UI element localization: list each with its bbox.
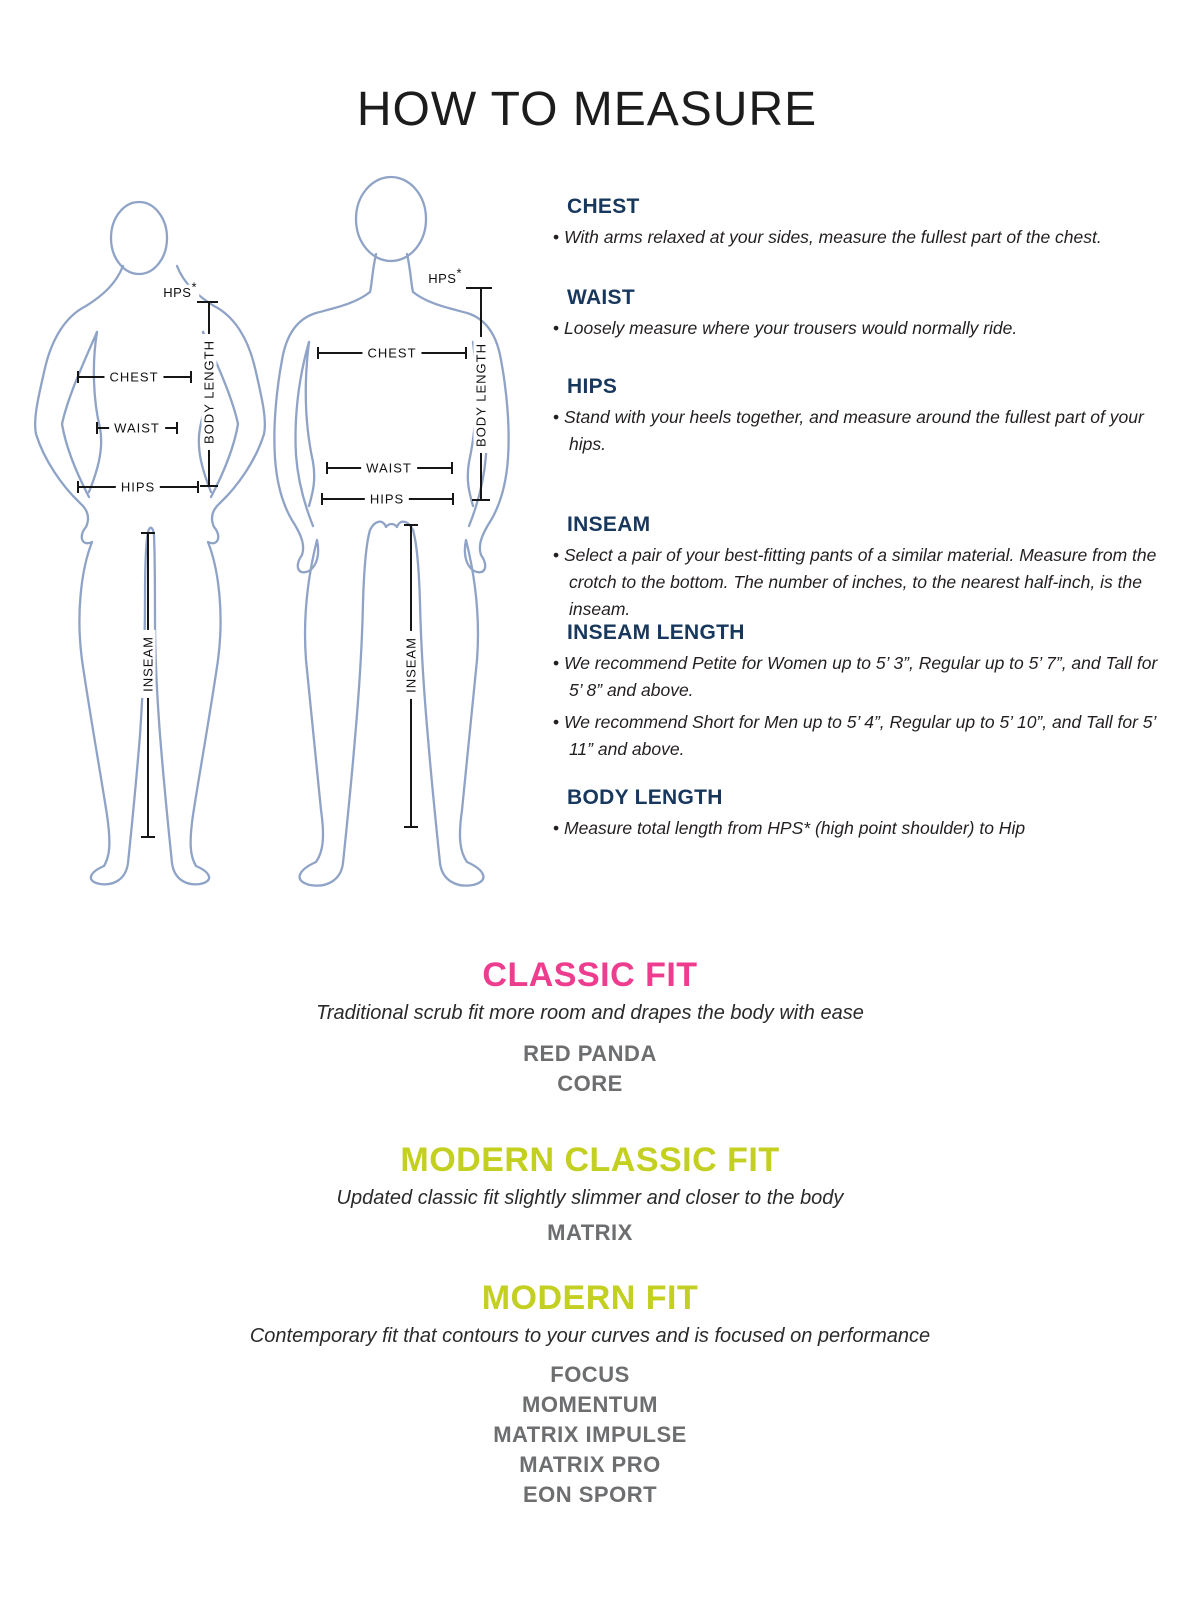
hps-asterisk: *: [456, 265, 462, 281]
female-inseam-label: INSEAM: [141, 630, 156, 698]
instruction-section-waist: [553, 286, 1165, 342]
fit-product: MOMENTUM: [522, 1392, 658, 1417]
male-hps-label: HPS*: [428, 265, 462, 286]
fit-description: Updated classic fit slightly slimmer and closer to the body: [336, 1187, 844, 1209]
female-hips-label: HIPS: [116, 480, 160, 495]
male-figure-outline: [274, 177, 508, 886]
male-inseam-label: INSEAM: [404, 631, 419, 699]
fit-product: MATRIX PRO: [519, 1452, 661, 1477]
fit-title: CLASSIC FIT: [482, 956, 698, 994]
instruction-section-hips: [553, 375, 1165, 458]
instruction-section-inseam-length: [553, 621, 1165, 763]
female-waist-label: WAIST: [109, 421, 165, 436]
fit-product: EON SPORT: [522, 1482, 658, 1507]
instruction-bullet: • We recommend Petite for Women up to 5’ 3”, Regular up to 5’ 7”, and Tall for 5’ 8” and above.: [553, 650, 1165, 704]
instruction-heading: WAIST: [567, 286, 635, 309]
instruction-section-body-length: [553, 786, 1165, 842]
male-body-length-label: BODY LENGTH: [474, 337, 489, 453]
instruction-bullet: • Stand with your heels together, and measure around the fullest part of your hips.: [553, 404, 1165, 458]
instruction-bullet: • Measure total length from HPS* (high point shoulder) to Hip: [553, 815, 1165, 842]
fit-product-list: [0, 1039, 1180, 1099]
fit-product-list: [0, 1218, 1180, 1248]
female-body-length-label: BODY LENGTH: [202, 334, 217, 450]
instruction-heading: INSEAM LENGTH: [567, 621, 745, 644]
fit-block-modern: [0, 1278, 1180, 1510]
fit-title: MODERN CLASSIC FIT: [400, 1141, 780, 1179]
fit-product: FOCUS: [550, 1362, 630, 1387]
fit-description: Contemporary fit that contours to your curves and is focused on performance: [249, 1325, 931, 1347]
fit-product: MATRIX IMPULSE: [493, 1422, 687, 1447]
fit-title: MODERN FIT: [481, 1279, 699, 1317]
female-hps-label: HPS*: [163, 279, 197, 300]
fit-product: MATRIX: [547, 1220, 633, 1245]
instruction-heading: HIPS: [567, 375, 618, 398]
instruction-section-chest: [553, 195, 1165, 251]
female-chest-label: CHEST: [104, 370, 163, 385]
instruction-bullet: • With arms relaxed at your sides, measure the fullest part of the chest.: [553, 224, 1165, 251]
instruction-bullet: • Loosely measure where your trousers would normally ride.: [553, 315, 1165, 342]
fit-block-classic: [0, 955, 1180, 1099]
instruction-section-inseam: [553, 513, 1165, 623]
male-waist-label: WAIST: [361, 461, 417, 476]
instruction-heading: BODY LENGTH: [567, 786, 723, 809]
male-hips-label: HIPS: [365, 492, 409, 507]
instruction-heading: CHEST: [567, 195, 640, 218]
fit-description: Traditional scrub fit more room and drapes the body with ease: [316, 1002, 864, 1024]
fit-product: RED PANDA: [523, 1041, 657, 1066]
female-figure-outline: [35, 202, 265, 884]
instruction-bullet: • Select a pair of your best-fitting pants of a similar material. Measure from the crotch to the bottom. The number of inches, to the nearest half-inch, is the inseam.: [553, 542, 1165, 623]
instruction-heading: INSEAM: [567, 513, 651, 536]
fit-block-modern-classic: [0, 1140, 1180, 1248]
male-chest-label: CHEST: [362, 346, 421, 361]
fit-product: CORE: [557, 1071, 623, 1096]
fit-product-list: [0, 1360, 1180, 1510]
instruction-bullet: • We recommend Short for Men up to 5’ 4”, Regular up to 5’ 10”, and Tall for 5’ 11” and above.: [553, 709, 1165, 763]
page-title: HOW TO MEASURE: [356, 83, 818, 137]
hps-asterisk: *: [191, 279, 197, 295]
